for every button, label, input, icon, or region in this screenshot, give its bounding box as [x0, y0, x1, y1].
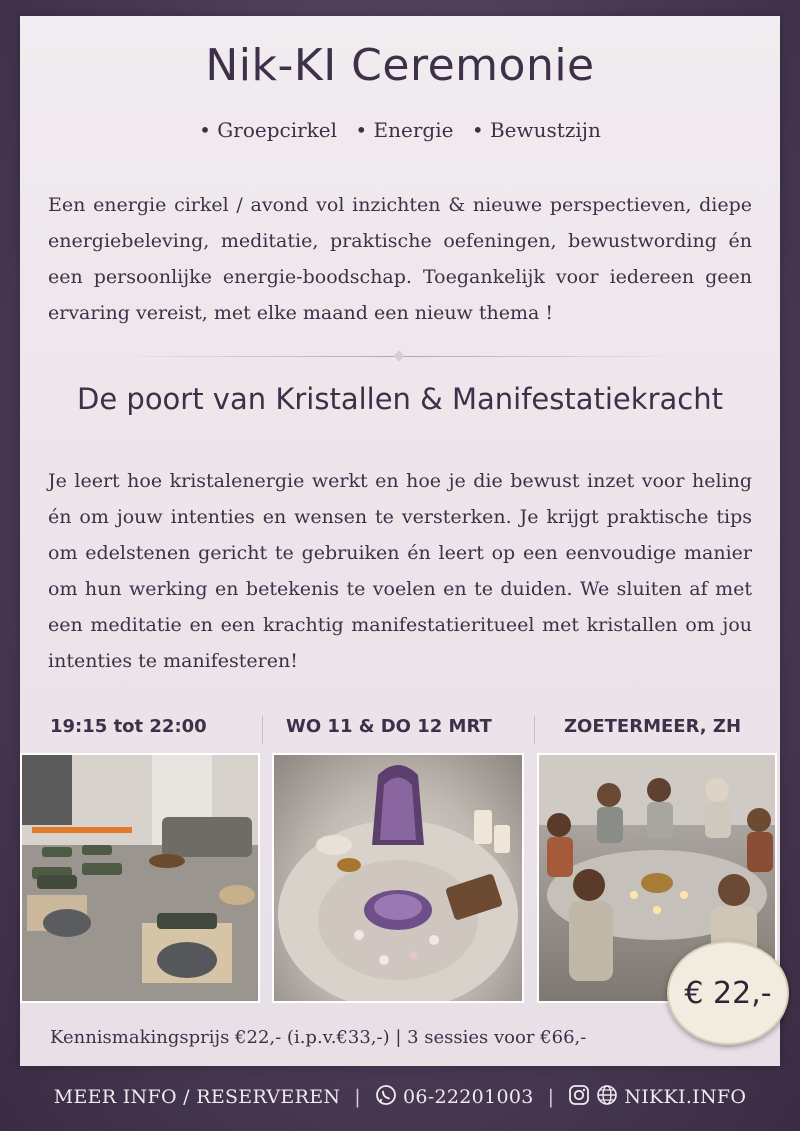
footer-bar	[0, 1077, 800, 1117]
price-badge: € 22,-	[667, 941, 789, 1045]
tag-energie: • Energie	[355, 118, 454, 142]
tag-list	[0, 118, 800, 142]
website-link[interactable]: NIKKI.INFO	[624, 1086, 747, 1108]
room-illustration	[22, 755, 258, 1001]
crystals-illustration	[274, 755, 522, 1001]
footer-separator: |	[547, 1086, 555, 1108]
tag-groepcirkel: • Groepcirkel	[199, 118, 338, 142]
footer-separator: |	[354, 1086, 361, 1108]
body-paragraph: Je leert hoe kristalenergie werkt en hoe je die bewust inzet voor heling én om jouw intenties en wensen te versterken. Je krijgt praktische tips om edelstenen gericht te gebruiken én leert op een eenvoudige manier om hun werking en betekenis te voelen en te duiden. We sluiten af met een meditatie en een krachtig manifestatieritueel met kristallen om jou intenties te manifesteren!	[48, 470, 752, 672]
section-subtitle: De poort van Kristallen & Manifestatiekracht	[77, 382, 723, 416]
pricing-info: Kennismakingsprijs €22,- (i.p.v.€33,-) | 3 sessies voor €66,-	[50, 1027, 587, 1048]
crystals-photo	[272, 753, 524, 1003]
phone-link[interactable]: 06-22201003	[403, 1086, 534, 1108]
whatsapp-icon	[375, 1084, 397, 1111]
event-location: ZOETERMEER, ZH	[564, 716, 742, 737]
intro-paragraph: Een energie cirkel / avond vol inzichten & nieuwe perspectieven, diepe energiebeleving, meditatie, praktische oefeningen, bewustwording én een persoonlijke energie-boodschap. Toegankelijk voor iedereen geen ervaring vereist, met elke maand een nieuw thema !	[48, 194, 752, 324]
instagram-icon[interactable]	[568, 1084, 590, 1111]
event-time: 19:15 tot 22:00	[50, 716, 207, 737]
globe-icon	[596, 1084, 618, 1111]
info-label: MEER INFO / RESERVEREN	[53, 1086, 341, 1108]
tag-bewustzijn: • Bewustzijn	[471, 118, 601, 142]
event-date: WO 11 & DO 12 MRT	[286, 716, 492, 737]
info-separator	[262, 716, 263, 744]
room-photo	[20, 753, 260, 1003]
page-title: Nik-KI Ceremonie	[205, 40, 595, 91]
info-separator	[534, 716, 535, 744]
